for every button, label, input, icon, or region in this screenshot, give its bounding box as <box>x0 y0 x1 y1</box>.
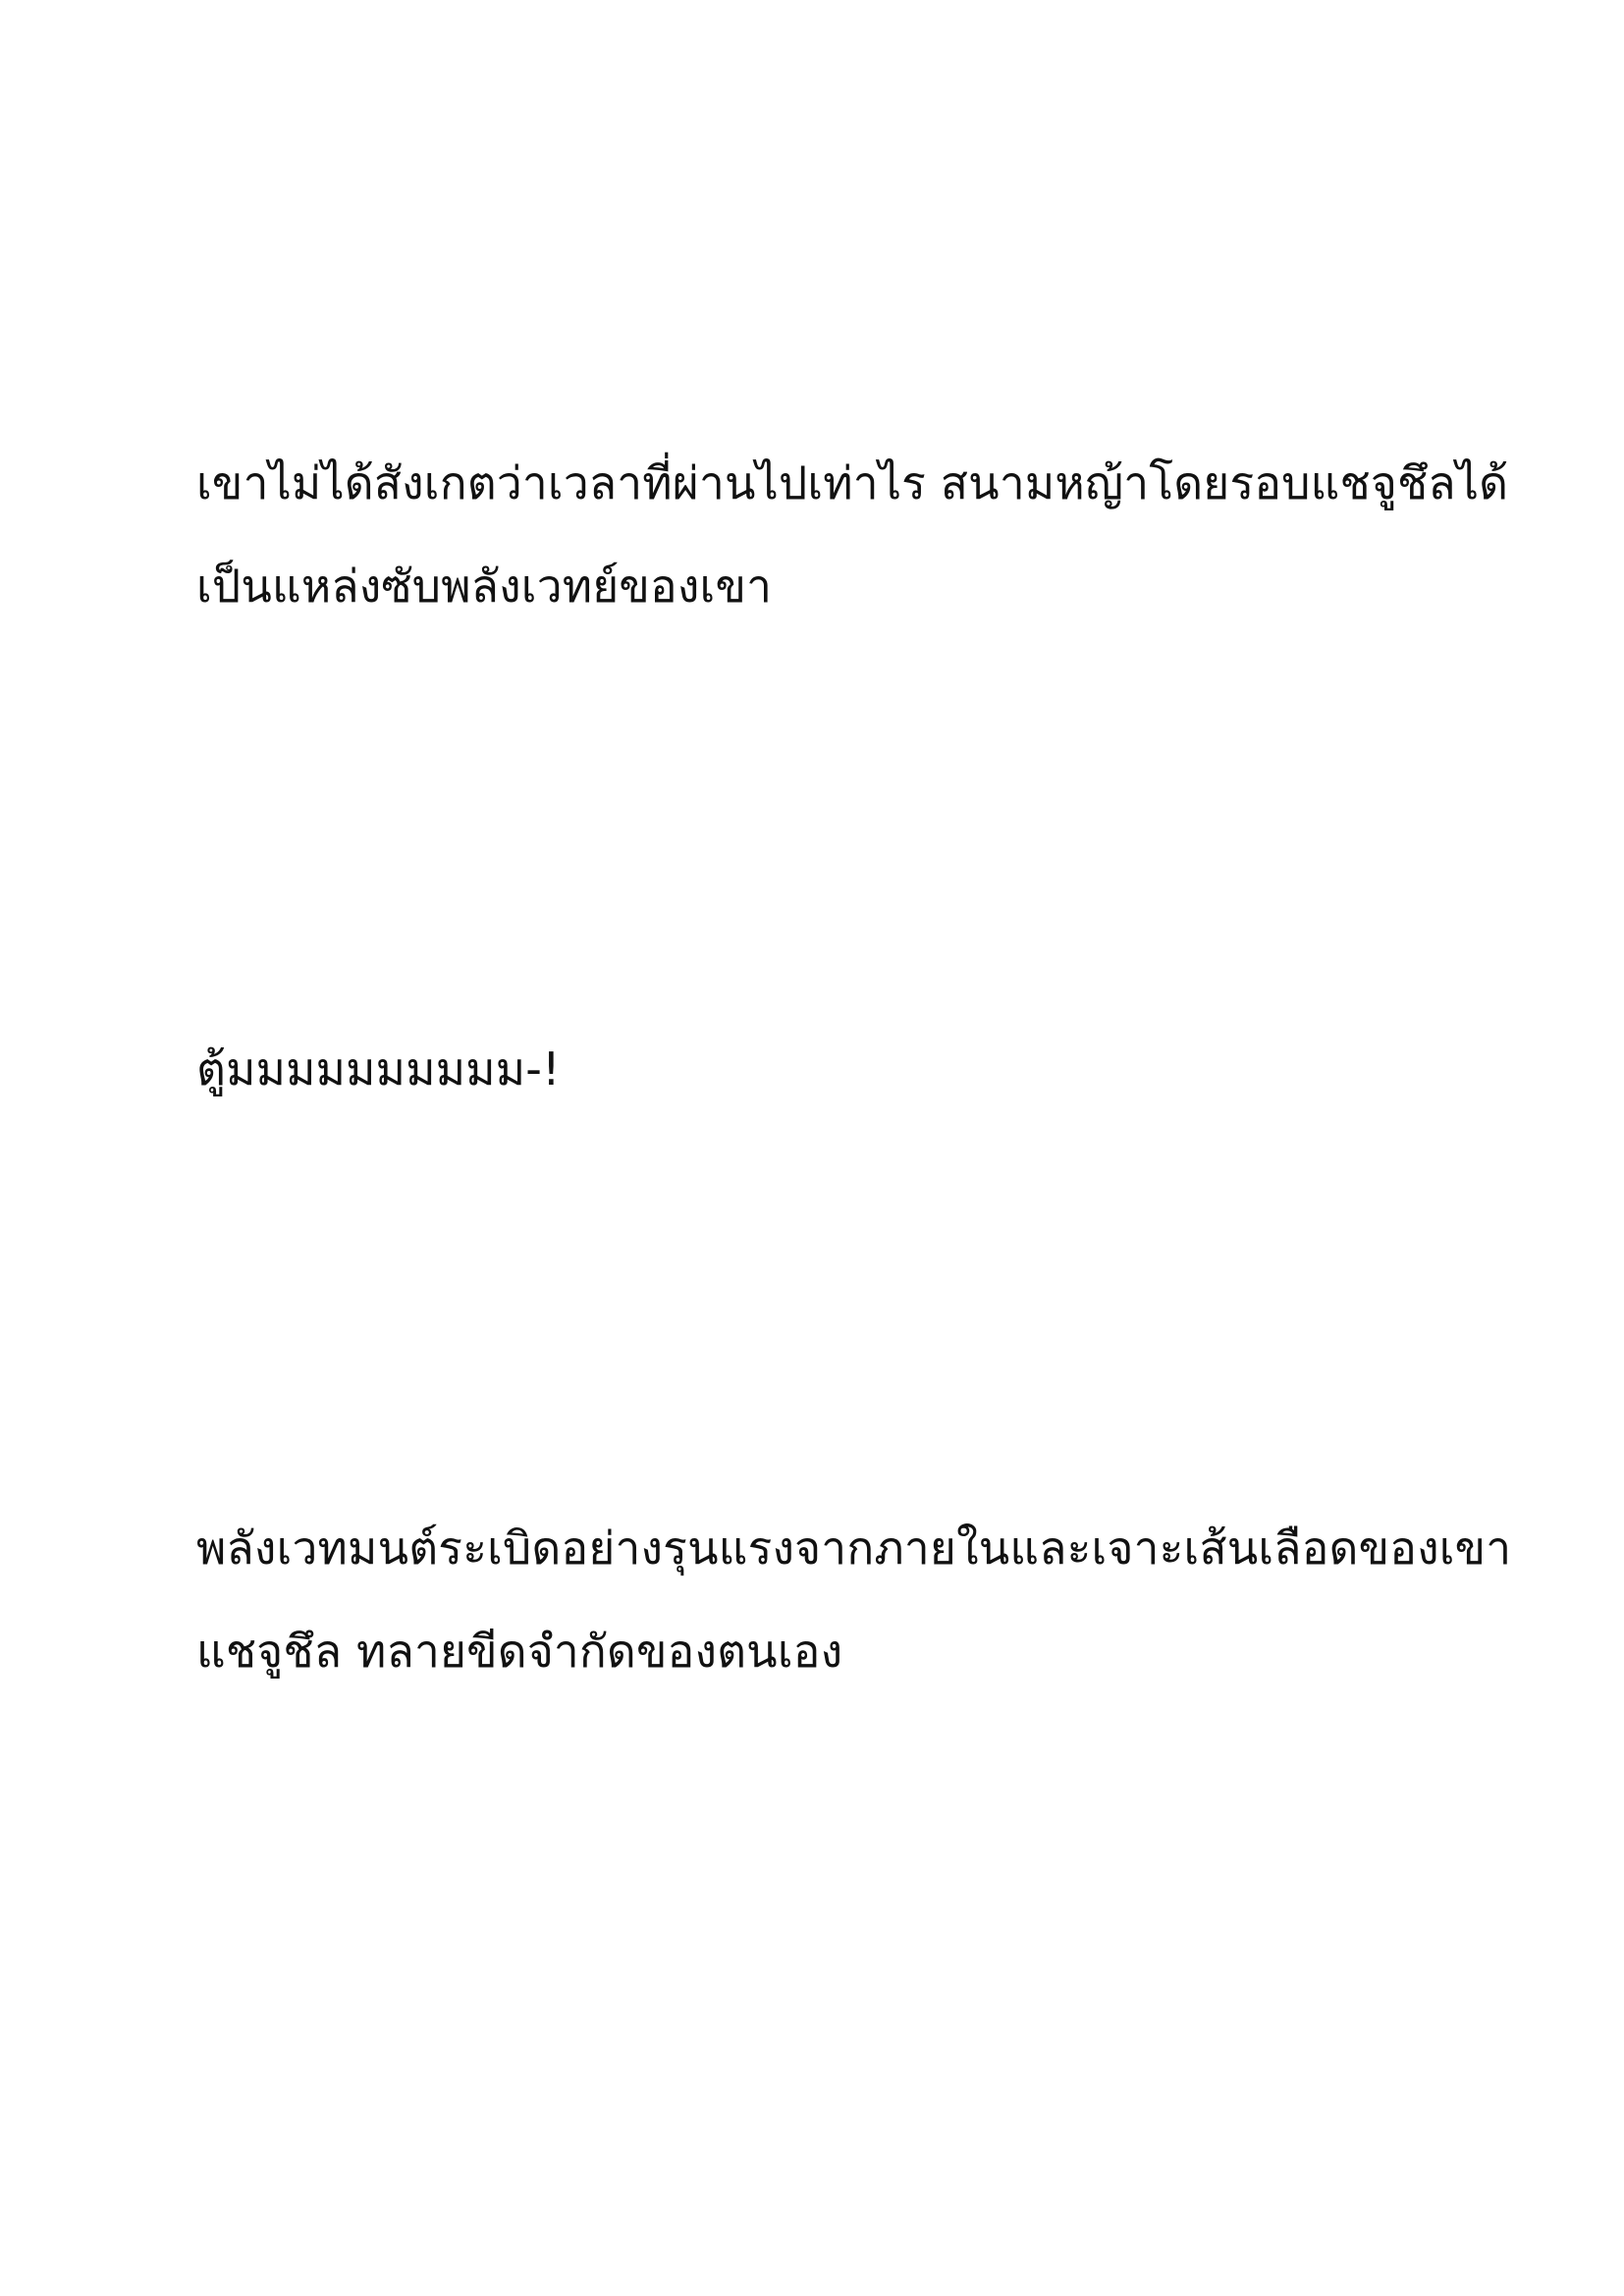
paragraph-2-line-1: ตู้มมมมมมมมมม-! <box>196 1042 561 1095</box>
paragraph-3-line-1: พลังเวทมนต์ระเบิดอย่างรุนแรงจากภายในและเจาะเส้นเลือดของเขา <box>196 1522 1512 1575</box>
paragraph-1-line-1: เขาไม่ได้สังเกตว่าเวลาที่ผ่านไปเท่าไร สนามหญ้าโดยรอบแชจูชึลได้ <box>196 456 1509 509</box>
paragraph-1-line-2: เป็นแหล่งซับพลังเวทย์ของเขา <box>196 560 773 613</box>
paragraph-3-line-2: แชจูชึล ทลายขีดจำกัดของตนเอง <box>196 1625 843 1678</box>
